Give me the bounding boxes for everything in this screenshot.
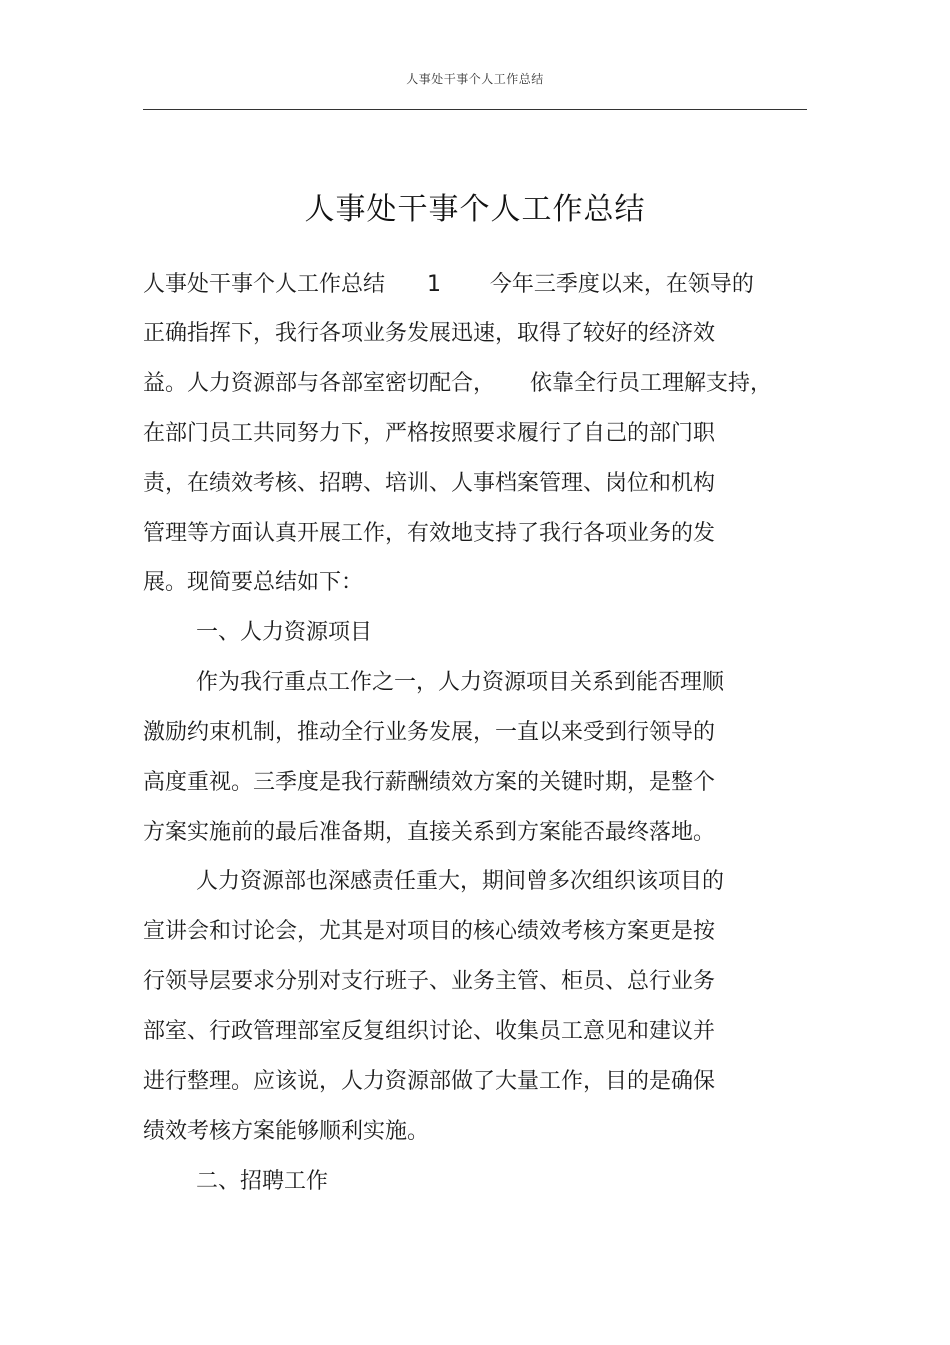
body-line: 在部门员工共同努力下，严格按照要求履行了自己的部门职 [143, 421, 716, 446]
body-line: 人力资源部也深感责任重大，期间曾多次组织该项目的 [196, 869, 725, 894]
body-line: 作为我行重点工作之一，人力资源项目关系到能否理顺 [196, 670, 725, 695]
body-line: 正确指挥下，我行各项业务发展迅速，取得了较好的经济效 [143, 321, 716, 346]
running-header: 人事处干事个人工作总结 [406, 72, 544, 86]
body-line: 绩效考核方案能够顺利实施。 [143, 1119, 430, 1144]
body-line: 方案实施前的最后准备期，直接关系到方案能否最终落地。 [143, 820, 716, 845]
section-heading: 一、人力资源项目 [196, 620, 373, 645]
body-line: 益。人力资源部与各部室密切配合， 依靠全行员工理解支持， [143, 371, 772, 396]
body-line: 责，在绩效考核、招聘、培训、人事档案管理、岗位和机构 [143, 471, 716, 496]
body-line: 展。现简要总结如下： [143, 570, 364, 595]
body-line: 部室、行政管理部室反复组织讨论、收集员工意见和建议并 [143, 1019, 716, 1044]
body-line: 人事处干事个人工作总结 1 今年三季度以来，在领导的 [143, 272, 754, 297]
body-line: 激励约束机制，推动全行业务发展，一直以来受到行领导的 [143, 720, 716, 745]
body-line: 高度重视。三季度是我行薪酬绩效方案的关键时期，是整个 [143, 770, 716, 795]
body-line: 进行整理。应该说，人力资源部做了大量工作，目的是确保 [143, 1069, 716, 1094]
body-line: 管理等方面认真开展工作，有效地支持了我行各项业务的发 [143, 521, 716, 546]
section-heading: 二、招聘工作 [196, 1169, 329, 1194]
body-line: 宣讲会和讨论会，尤其是对项目的核心绩效考核方案更是按 [143, 919, 716, 944]
header-divider [143, 109, 807, 110]
document-title: 人事处干事个人工作总结 [304, 192, 646, 227]
body-line: 行领导层要求分别对支行班子、业务主管、柜员、总行业务 [143, 969, 716, 994]
